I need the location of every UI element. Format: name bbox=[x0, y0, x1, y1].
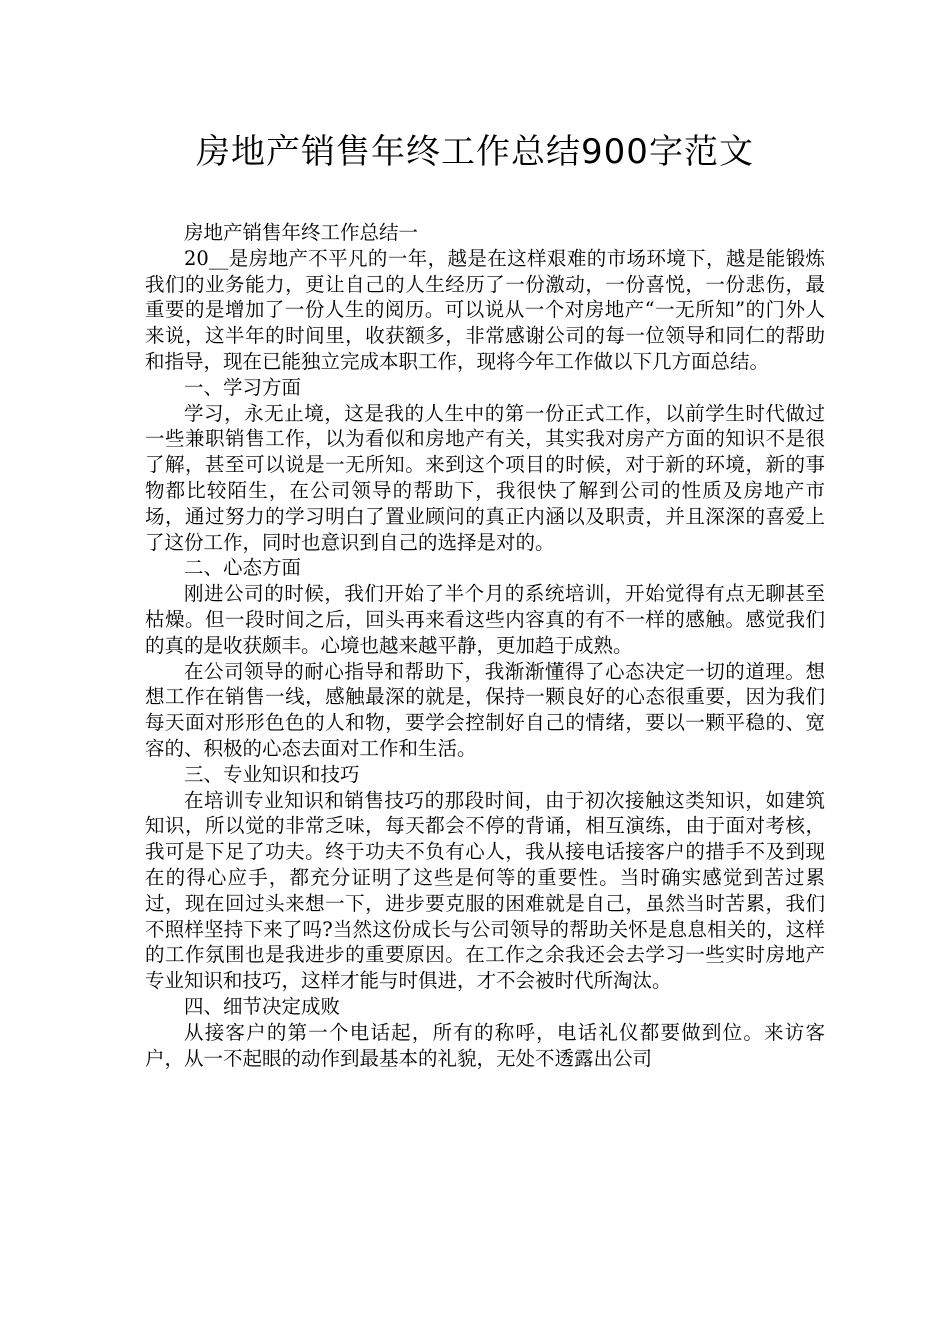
body-paragraph: 在培训专业知识和销售技巧的那段时间，由于初次接触这类知识，如建筑知识，所以觉的非常乏味，每天都会不停的背诵，相互演练，由于面对考核，我可是下足了功夫。终于功夫不负有心人，我从接电话接客户的措手不及到现在的得心应手，都充分证明了这些是何等的重要性。当时确实感觉到苦过累过，现在回过头来想一下，进步要克服的困难就是自己，虽然当时苦累，我们不照样坚持下来了吗?当然这份成长与公司领导的帮助关怀是息息相关的，这样的工作氛围也是我进步的重要原因。在工作之余我还会去学习一些实时房地产专业知识和技巧，这样才能与时俱进，才不会被时代所淘汰。 bbox=[145, 788, 825, 993]
section-heading: 四、细节决定成败 bbox=[184, 994, 341, 1018]
document-title: 房地产销售年终工作总结900字范文 bbox=[196, 132, 754, 172]
body-paragraph: 学习，永无止境，这是我的人生中的第一份正式工作，以前学生时代做过一些兼职销售工作，以为看似和房地产有关，其实我对房产方面的知识不是很了解，甚至可以说是一无所知。来到这个项目的时候，对于新的环境，新的事物都比较陌生，在公司领导的帮助下，我很快了解到公司的性质及房地产市场，通过努力的学习明白了置业顾问的真正内涵以及职责，并且深深的喜爱上了这份工作，同时也意识到自己的选择是对的。 bbox=[145, 401, 825, 554]
section-heading: 二、心态方面 bbox=[184, 556, 302, 580]
body-paragraph: 在公司领导的耐心指导和帮助下，我渐渐懂得了心态决定一切的道理。想想工作在销售一线，感触最深的就是，保持一颗良好的心态很重要，因为我们每天面对形形色色的人和物，要学会控制好自己的情绪，要以一颗平稳的、宽容的、积极的心态去面对工作和生活。 bbox=[145, 659, 825, 760]
body-paragraph: 刚进公司的时候，我们开始了半个月的系统培训，开始觉得有点无聊甚至枯燥。但一段时间之后，回头再来看这些内容真的有不一样的感触。感觉我们的真的是收获颇丰。心境也越来越平静，更加趋于成熟。 bbox=[145, 582, 825, 657]
body-paragraph: 20__是房地产不平凡的一年，越是在这样艰难的市场环境下，越是能锻炼我们的业务能力，更让自己的人生经历了一份激动，一份喜悦，一份悲伤，最重要的是增加了一份人生的阅历。可以说从一个对房地产“一无所知”的门外人来说，这半年的时间里，收获额多，非常感谢公司的每一位领导和同仁的帮助和指导，现在已能独立完成本职工作，现将今年工作做以下几方面总结。 bbox=[145, 246, 825, 373]
body-paragraph: 从接客户的第一个电话起，所有的称呼，电话礼仪都要做到位。来访客户，从一不起眼的动作到最基本的礼貌，无处不透露出公司 bbox=[145, 1020, 825, 1070]
section-heading: 房地产销售年终工作总结一 bbox=[184, 221, 419, 244]
section-heading: 一、学习方面 bbox=[184, 375, 302, 399]
section-heading: 三、专业知识和技巧 bbox=[184, 762, 360, 786]
document-body bbox=[145, 220, 825, 1071]
